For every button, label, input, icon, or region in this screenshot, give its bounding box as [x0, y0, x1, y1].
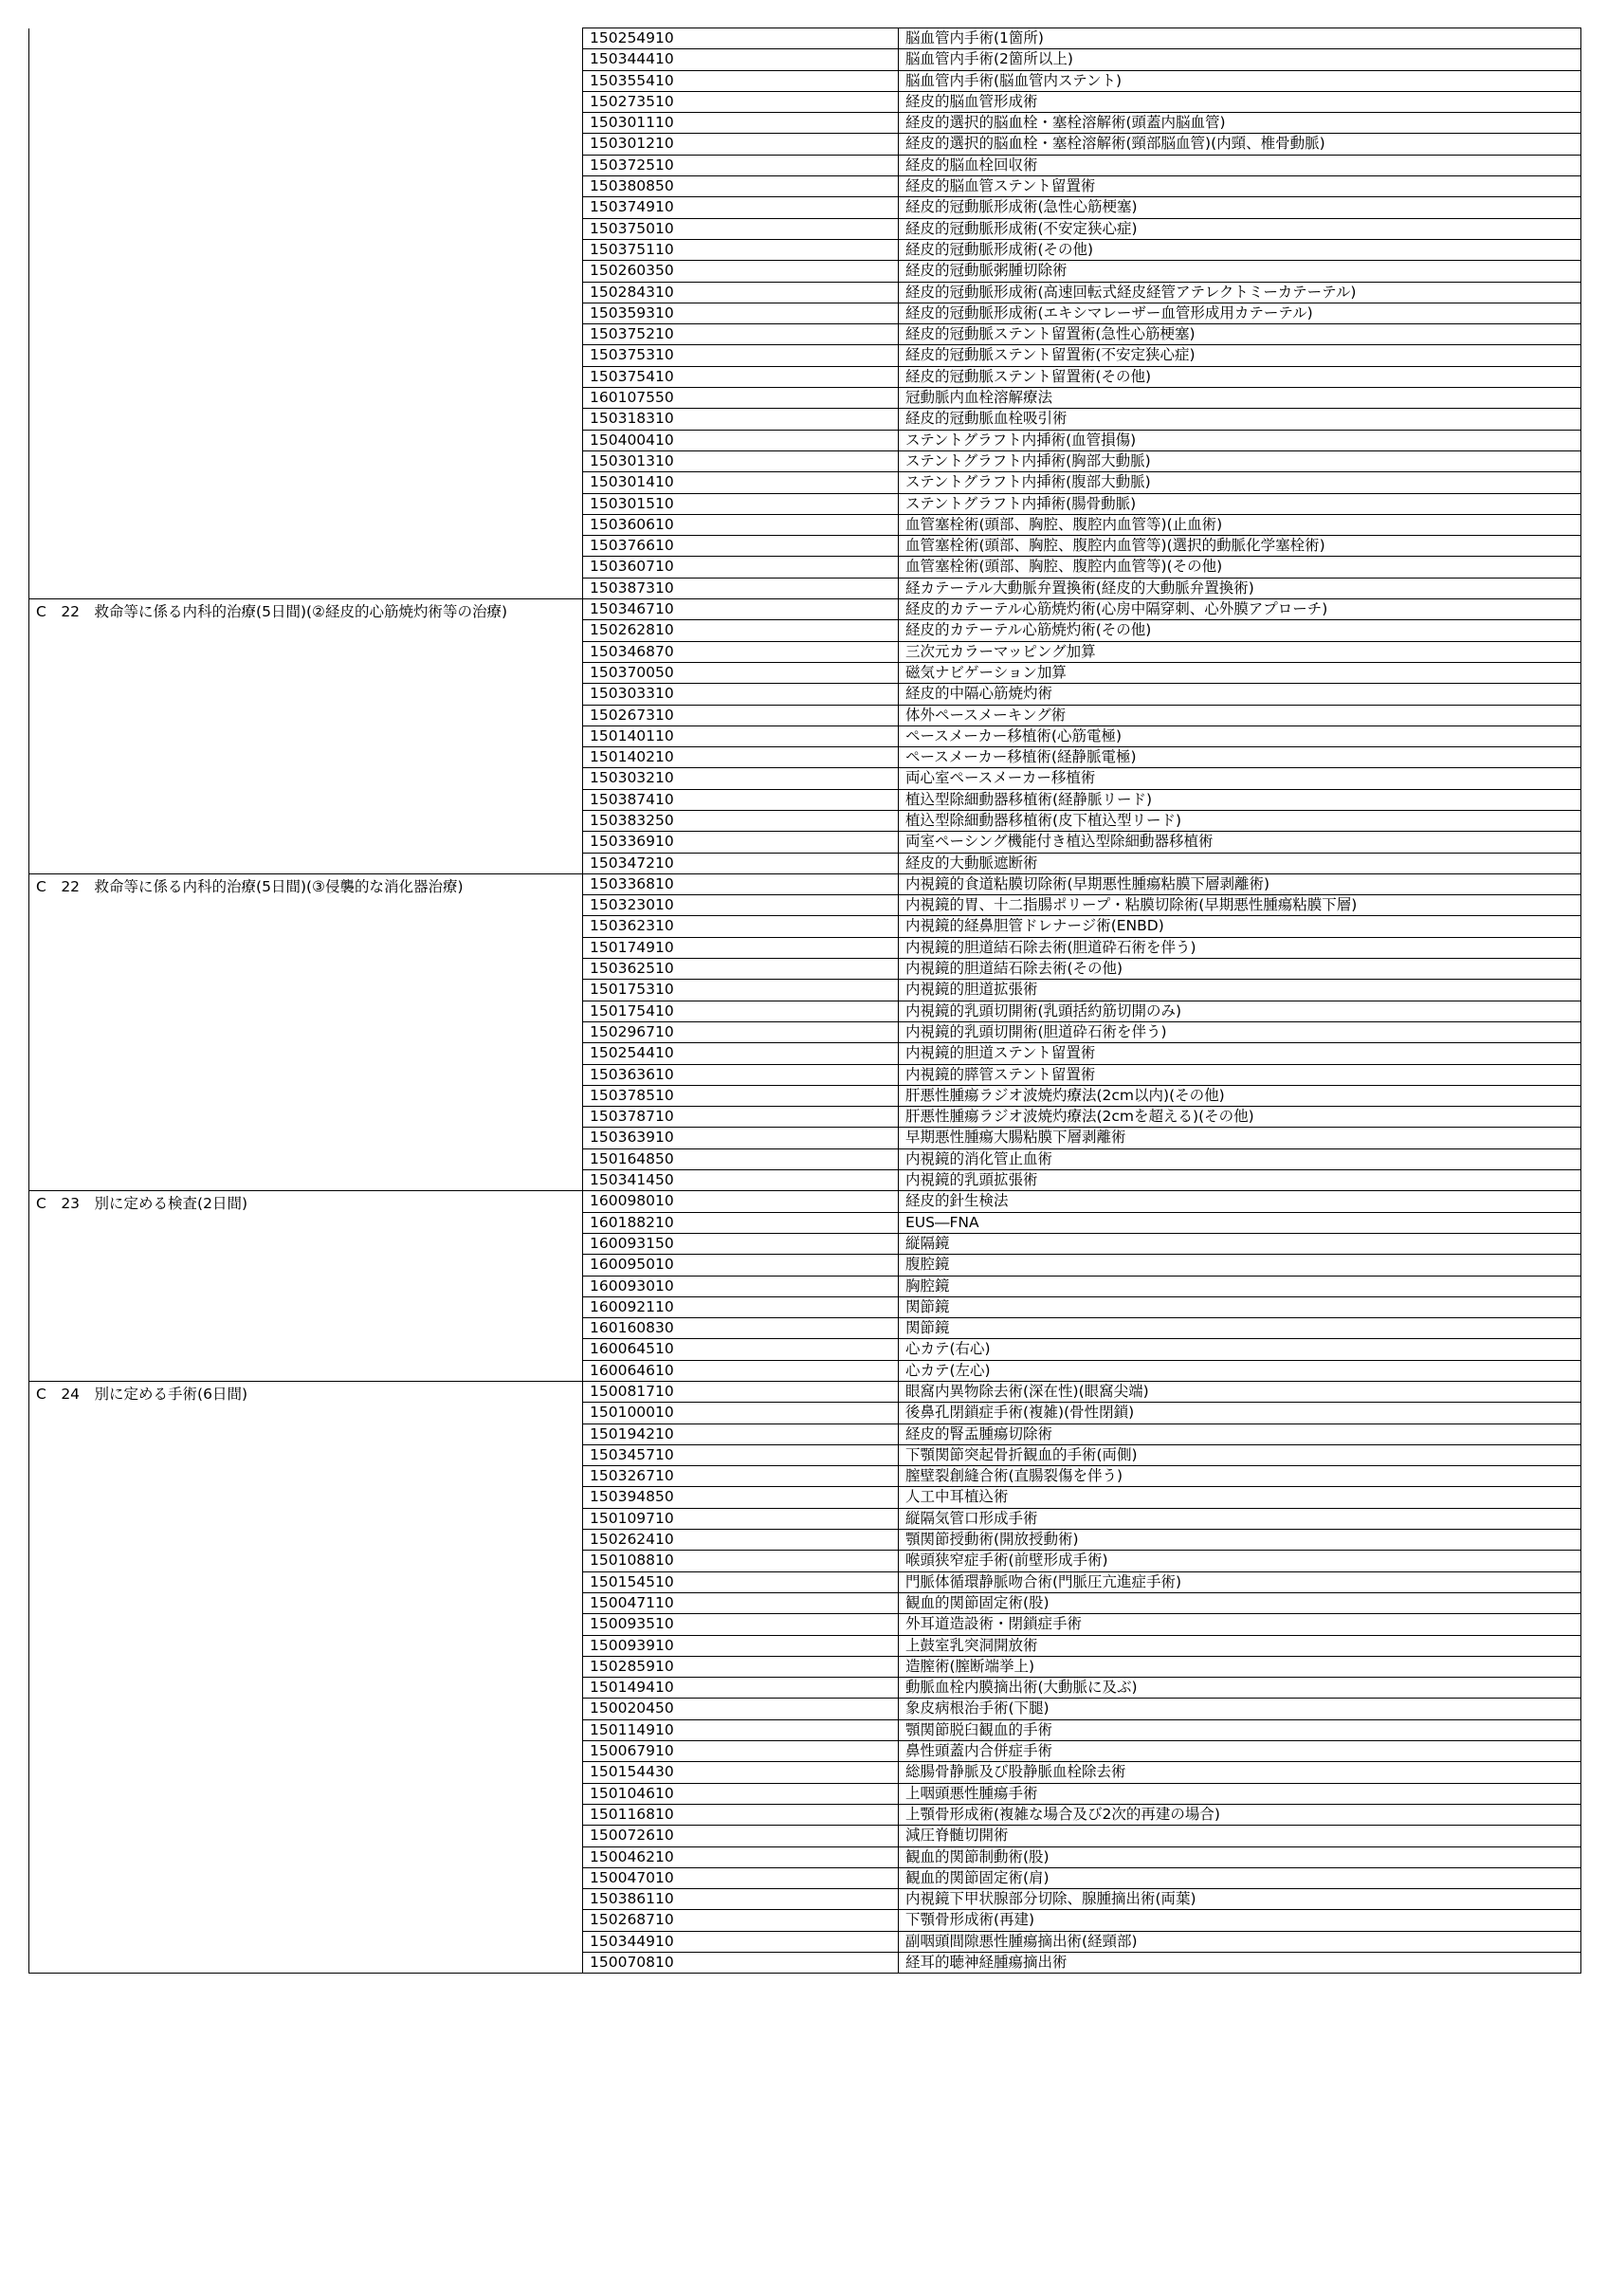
code-cell: 150344910: [583, 1931, 899, 1952]
category-cell: C 23 別に定める検査(2日間): [29, 1191, 583, 1382]
procedure-name-cell: 胸腔鏡: [899, 1276, 1581, 1296]
code-cell: 150260350: [583, 261, 899, 282]
procedure-name-cell: 内視鏡的食道粘膜切除術(早期悪性腫瘍粘膜下層剥離術): [899, 873, 1581, 894]
procedure-name-cell: 経皮的冠動脈形成術(高速回転式経皮経管アテレクトミーカテーテル): [899, 282, 1581, 303]
code-cell: 150108810: [583, 1551, 899, 1571]
code-cell: 160188210: [583, 1212, 899, 1233]
code-cell: 150363910: [583, 1128, 899, 1148]
procedure-name-cell: 体外ペースメーキング術: [899, 705, 1581, 726]
code-cell: 150370050: [583, 662, 899, 683]
code-cell: 150387410: [583, 789, 899, 810]
code-cell: 150140110: [583, 726, 899, 746]
code-cell: 150296710: [583, 1021, 899, 1042]
code-cell: 150383250: [583, 810, 899, 831]
code-cell: 150175310: [583, 980, 899, 1001]
code-cell: 150326710: [583, 1466, 899, 1487]
procedure-name-cell: 内視鏡的胆道ステント留置術: [899, 1043, 1581, 1064]
code-cell: 150273510: [583, 91, 899, 112]
procedure-name-cell: 縦隔気管口形成手術: [899, 1508, 1581, 1529]
procedure-name-cell: 経皮的脳血栓回収術: [899, 155, 1581, 175]
procedure-name-cell: 経皮的カテーテル心筋焼灼術(心房中隔穿刺、心外膜アプローチ): [899, 599, 1581, 620]
procedure-name-cell: 総腸骨静脈及び股静脈血栓除去術: [899, 1762, 1581, 1783]
procedure-name-cell: 早期悪性腫瘍大腸粘膜下層剥離術: [899, 1128, 1581, 1148]
code-cell: 160064510: [583, 1339, 899, 1360]
procedure-name-cell: 経皮的針生検法: [899, 1191, 1581, 1212]
code-cell: 160107550: [583, 388, 899, 409]
code-cell: 150341450: [583, 1170, 899, 1191]
procedure-name-cell: 経カテーテル大動脈弁置換術(経皮的大動脈弁置換術): [899, 578, 1581, 598]
code-cell: 150268710: [583, 1910, 899, 1931]
code-cell: 150154510: [583, 1571, 899, 1592]
code-cell: 150093910: [583, 1635, 899, 1656]
procedure-name-cell: 脳血管内手術(脳血管内ステント): [899, 70, 1581, 91]
code-cell: 150336910: [583, 832, 899, 853]
code-cell: 150116810: [583, 1804, 899, 1825]
code-cell: 150355410: [583, 70, 899, 91]
procedure-name-cell: 眼窩内異物除去術(深在性)(眼窩尖端): [899, 1382, 1581, 1403]
code-cell: 150362510: [583, 959, 899, 980]
procedure-code-table: [28, 28, 1581, 1974]
code-cell: 150375110: [583, 239, 899, 260]
procedure-name-cell: 関節鏡: [899, 1296, 1581, 1317]
procedure-name-cell: 外耳道造設術・閉鎖症手術: [899, 1614, 1581, 1635]
procedure-name-cell: 内視鏡的乳頭切開術(乳頭括約筋切開のみ): [899, 1001, 1581, 1021]
code-cell: 150109710: [583, 1508, 899, 1529]
code-cell: 150284310: [583, 282, 899, 303]
code-cell: 150376610: [583, 536, 899, 557]
procedure-name-cell: 関節鏡: [899, 1318, 1581, 1339]
procedure-name-cell: 内視鏡的胆道拡張術: [899, 980, 1581, 1001]
code-cell: 150164850: [583, 1148, 899, 1169]
code-cell: 150301210: [583, 134, 899, 155]
table-row: [29, 873, 1581, 894]
code-cell: 150254410: [583, 1043, 899, 1064]
code-cell: 150175410: [583, 1001, 899, 1021]
procedure-name-cell: 内視鏡的消化管止血術: [899, 1148, 1581, 1169]
procedure-name-cell: 後鼻孔閉鎖症手術(複雑)(骨性閉鎖): [899, 1403, 1581, 1424]
procedure-name-cell: 経皮的選択的脳血栓・塞栓溶解術(頸部脳血管)(内頸、椎骨動脈): [899, 134, 1581, 155]
code-cell: 150285910: [583, 1656, 899, 1677]
code-cell: 150104610: [583, 1783, 899, 1804]
procedure-name-cell: ステントグラフト内挿術(胸部大動脈): [899, 450, 1581, 471]
procedure-name-cell: 下顎骨形成術(再建): [899, 1910, 1581, 1931]
procedure-name-cell: ペースメーカー移植術(心筋電極): [899, 726, 1581, 746]
procedure-name-cell: 経皮的冠動脈ステント留置術(不安定狭心症): [899, 345, 1581, 366]
code-cell: 150400410: [583, 430, 899, 450]
procedure-name-cell: 経皮的冠動脈ステント留置術(急性心筋梗塞): [899, 324, 1581, 345]
code-cell: 150360710: [583, 557, 899, 578]
procedure-name-cell: 経皮的冠動脈形成術(その他): [899, 239, 1581, 260]
code-cell: 150093510: [583, 1614, 899, 1635]
code-cell: 160093010: [583, 1276, 899, 1296]
procedure-name-cell: 両室ペーシング機能付き植込型除細動器移植術: [899, 832, 1581, 853]
code-cell: 150301110: [583, 113, 899, 134]
procedure-name-cell: 内視鏡的胃、十二指腸ポリープ・粘膜切除術(早期悪性腫瘍粘膜下層): [899, 895, 1581, 916]
procedure-name-cell: 三次元カラーマッピング加算: [899, 641, 1581, 662]
procedure-name-cell: 脳血管内手術(2箇所以上): [899, 49, 1581, 70]
code-cell: 150362310: [583, 916, 899, 937]
procedure-name-cell: 植込型除細動器移植術(皮下植込型リード): [899, 810, 1581, 831]
procedure-name-cell: 観血的関節制動術(股): [899, 1846, 1581, 1867]
code-cell: 150375410: [583, 366, 899, 387]
code-cell: 150359310: [583, 303, 899, 323]
code-cell: 150372510: [583, 155, 899, 175]
procedure-name-cell: 造膣術(膣断端挙上): [899, 1656, 1581, 1677]
code-cell: 150380850: [583, 176, 899, 197]
code-cell: 150375310: [583, 345, 899, 366]
code-cell: 150254910: [583, 28, 899, 49]
code-cell: 150081710: [583, 1382, 899, 1403]
code-cell: 150303210: [583, 768, 899, 789]
code-cell: 150346870: [583, 641, 899, 662]
code-cell: 150100010: [583, 1403, 899, 1424]
code-cell: 150387310: [583, 578, 899, 598]
code-cell: 150346710: [583, 599, 899, 620]
procedure-name-cell: 脳血管内手術(1箇所): [899, 28, 1581, 49]
table-row: [29, 1191, 1581, 1212]
procedure-name-cell: 喉頭狭窄症手術(前壁形成手術): [899, 1551, 1581, 1571]
procedure-name-cell: 血管塞栓術(頭部、胸腔、腹腔内血管等)(選択的動脈化学塞栓術): [899, 536, 1581, 557]
procedure-name-cell: 心カテ(左心): [899, 1360, 1581, 1381]
code-cell: 150047110: [583, 1592, 899, 1613]
procedure-name-cell: 顎関節授動術(開放授動術): [899, 1530, 1581, 1551]
code-cell: 150262810: [583, 620, 899, 641]
code-cell: 150046210: [583, 1846, 899, 1867]
procedure-name-cell: 経皮的中隔心筋焼灼術: [899, 684, 1581, 705]
procedure-name-cell: 内視鏡下甲状腺部分切除、腺腫摘出術(両葉): [899, 1889, 1581, 1910]
procedure-name-cell: 経皮的冠動脈粥腫切除術: [899, 261, 1581, 282]
code-cell: 150345710: [583, 1444, 899, 1465]
procedure-name-cell: 下顎関節突起骨折観血的手術(両側): [899, 1444, 1581, 1465]
code-cell: 150375210: [583, 324, 899, 345]
code-cell: 150047010: [583, 1867, 899, 1888]
code-cell: 150140210: [583, 747, 899, 768]
procedure-name-cell: 血管塞栓術(頭部、胸腔、腹腔内血管等)(止血術): [899, 514, 1581, 535]
procedure-name-cell: 観血的関節固定術(股): [899, 1592, 1581, 1613]
procedure-name-cell: 経皮的冠動脈ステント留置術(その他): [899, 366, 1581, 387]
procedure-name-cell: 経皮的冠動脈形成術(エキシマレーザー血管形成用カテーテル): [899, 303, 1581, 323]
table-row: [29, 1382, 1581, 1403]
code-cell: 150375010: [583, 218, 899, 239]
procedure-name-cell: 経皮的脳血管ステント留置術: [899, 176, 1581, 197]
code-cell: 150344410: [583, 49, 899, 70]
code-cell: 150378710: [583, 1107, 899, 1128]
procedure-name-cell: 肝悪性腫瘍ラジオ波焼灼療法(2cm以内)(その他): [899, 1085, 1581, 1106]
code-cell: 150378510: [583, 1085, 899, 1106]
procedure-name-cell: 冠動脈内血栓溶解療法: [899, 388, 1581, 409]
procedure-name-cell: 内視鏡的膵管ステント留置術: [899, 1064, 1581, 1085]
procedure-code-table-body: [29, 28, 1581, 1974]
code-cell: 150020450: [583, 1699, 899, 1719]
procedure-name-cell: 顎関節脱臼観血的手術: [899, 1719, 1581, 1740]
procedure-name-cell: 経皮的冠動脈形成術(不安定狭心症): [899, 218, 1581, 239]
code-cell: 150072610: [583, 1826, 899, 1846]
procedure-name-cell: ステントグラフト内挿術(血管損傷): [899, 430, 1581, 450]
procedure-name-cell: 肝悪性腫瘍ラジオ波焼灼療法(2cmを超える)(その他): [899, 1107, 1581, 1128]
procedure-name-cell: 経皮的腎盂腫瘍切除術: [899, 1424, 1581, 1444]
code-cell: 150154430: [583, 1762, 899, 1783]
procedure-name-cell: 経皮的脳血管形成術: [899, 91, 1581, 112]
procedure-name-cell: 血管塞栓術(頭部、胸腔、腹腔内血管等)(その他): [899, 557, 1581, 578]
procedure-name-cell: 動脈血栓内膜摘出術(大動脈に及ぶ): [899, 1678, 1581, 1699]
procedure-name-cell: 内視鏡的経鼻胆管ドレナージ術(ENBD): [899, 916, 1581, 937]
code-cell: 160093150: [583, 1233, 899, 1254]
procedure-name-cell: 上顎骨形成術(複雑な場合及び2次的再建の場合): [899, 1804, 1581, 1825]
procedure-name-cell: 経耳的聴神経腫瘍摘出術: [899, 1953, 1581, 1974]
procedure-name-cell: ステントグラフト内挿術(腸骨動脈): [899, 493, 1581, 514]
procedure-name-cell: 磁気ナビゲーション加算: [899, 662, 1581, 683]
procedure-name-cell: 経皮的カテーテル心筋焼灼術(その他): [899, 620, 1581, 641]
procedure-name-cell: 膣壁裂創縫合術(直腸裂傷を伴う): [899, 1466, 1581, 1487]
procedure-name-cell: 両心室ペースメーカー移植術: [899, 768, 1581, 789]
code-cell: 150194210: [583, 1424, 899, 1444]
procedure-name-cell: 内視鏡的乳頭切開術(胆道砕石術を伴う): [899, 1021, 1581, 1042]
procedure-name-cell: 観血的関節固定術(肩): [899, 1867, 1581, 1888]
procedure-name-cell: 上咽頭悪性腫瘍手術: [899, 1783, 1581, 1804]
category-cell: [29, 28, 583, 599]
code-cell: 150347210: [583, 853, 899, 873]
procedure-name-cell: 縦隔鏡: [899, 1233, 1581, 1254]
table-row: [29, 28, 1581, 49]
procedure-name-cell: 経皮的選択的脳血栓・塞栓溶解術(頭蓋内脳血管): [899, 113, 1581, 134]
procedure-name-cell: 内視鏡的胆道結石除去術(胆道砕石術を伴う): [899, 937, 1581, 958]
code-cell: 150114910: [583, 1719, 899, 1740]
code-cell: 150301310: [583, 450, 899, 471]
procedure-name-cell: 副咽頭間隙悪性腫瘍摘出術(経頸部): [899, 1931, 1581, 1952]
code-cell: 150067910: [583, 1741, 899, 1762]
code-cell: 160092110: [583, 1296, 899, 1317]
procedure-name-cell: ステントグラフト内挿術(腹部大動脈): [899, 472, 1581, 493]
code-cell: 150374910: [583, 197, 899, 218]
code-cell: 150301410: [583, 472, 899, 493]
category-cell: C 22 救命等に係る内科的治療(5日間)(②経皮的心筋焼灼術等の治療): [29, 599, 583, 874]
procedure-name-cell: 腹腔鏡: [899, 1255, 1581, 1276]
procedure-name-cell: 心カテ(右心): [899, 1339, 1581, 1360]
code-cell: 160098010: [583, 1191, 899, 1212]
code-cell: 150301510: [583, 493, 899, 514]
procedure-name-cell: 人工中耳植込術: [899, 1487, 1581, 1508]
code-cell: 150363610: [583, 1064, 899, 1085]
procedure-name-cell: ペースメーカー移植術(経静脈電極): [899, 747, 1581, 768]
category-cell: C 22 救命等に係る内科的治療(5日間)(③侵襲的な消化器治療): [29, 873, 583, 1190]
category-cell: C 24 別に定める手術(6日間): [29, 1382, 583, 1974]
code-cell: 150323010: [583, 895, 899, 916]
code-cell: 150070810: [583, 1953, 899, 1974]
procedure-name-cell: 鼻性頭蓋内合併症手術: [899, 1741, 1581, 1762]
procedure-name-cell: 門脈体循環静脈吻合術(門脈圧亢進症手術): [899, 1571, 1581, 1592]
code-cell: 160064610: [583, 1360, 899, 1381]
table-row: [29, 599, 1581, 620]
code-cell: 150149410: [583, 1678, 899, 1699]
code-cell: 150394850: [583, 1487, 899, 1508]
procedure-name-cell: 上鼓室乳突洞開放術: [899, 1635, 1581, 1656]
code-cell: 150318310: [583, 409, 899, 430]
procedure-name-cell: 内視鏡的乳頭拡張術: [899, 1170, 1581, 1191]
code-cell: 150262410: [583, 1530, 899, 1551]
code-cell: 160160830: [583, 1318, 899, 1339]
code-cell: 150336810: [583, 873, 899, 894]
procedure-name-cell: 経皮的大動脈遮断術: [899, 853, 1581, 873]
procedure-name-cell: 植込型除細動器移植術(経静脈リード): [899, 789, 1581, 810]
code-cell: 150303310: [583, 684, 899, 705]
procedure-name-cell: 内視鏡的胆道結石除去術(その他): [899, 959, 1581, 980]
code-cell: 150174910: [583, 937, 899, 958]
procedure-name-cell: 経皮的冠動脈血栓吸引術: [899, 409, 1581, 430]
code-cell: 160095010: [583, 1255, 899, 1276]
procedure-name-cell: 象皮病根治手術(下腿): [899, 1699, 1581, 1719]
code-cell: 150386110: [583, 1889, 899, 1910]
code-cell: 150267310: [583, 705, 899, 726]
procedure-name-cell: EUS―FNA: [899, 1212, 1581, 1233]
procedure-name-cell: 減圧脊髄切開術: [899, 1826, 1581, 1846]
procedure-name-cell: 経皮的冠動脈形成術(急性心筋梗塞): [899, 197, 1581, 218]
code-cell: 150360610: [583, 514, 899, 535]
